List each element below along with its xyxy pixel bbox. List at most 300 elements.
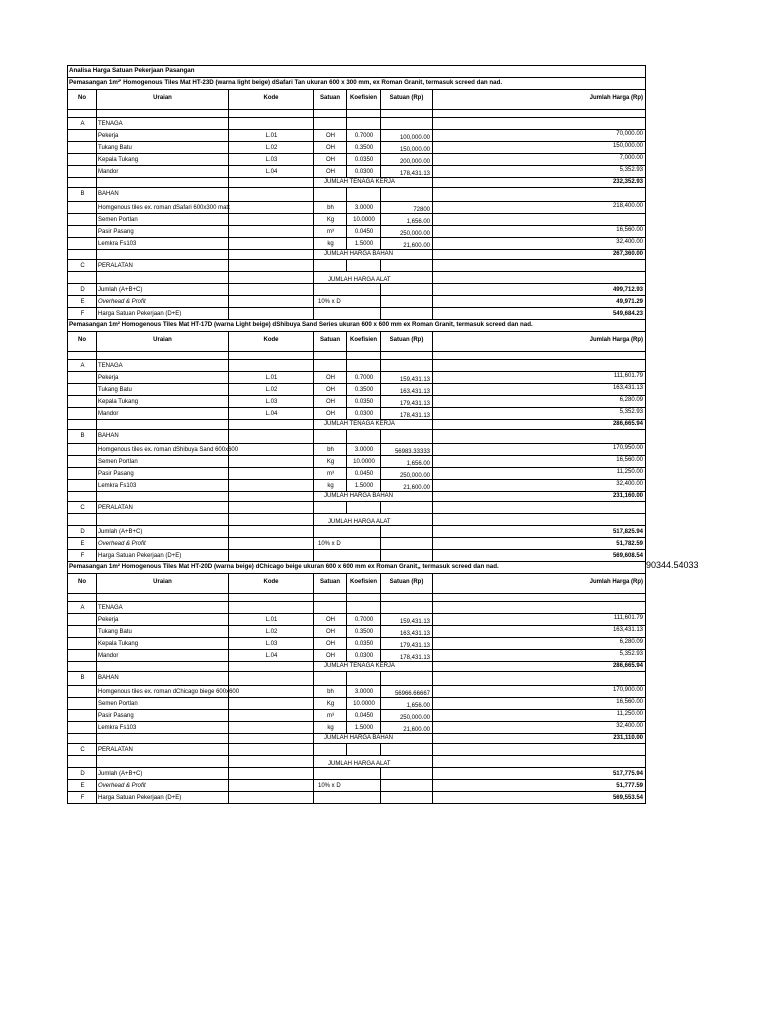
header-satuan: Satuan bbox=[313, 90, 346, 109]
cell-no bbox=[68, 444, 96, 455]
cell bbox=[346, 110, 380, 117]
cell-kode bbox=[228, 308, 313, 319]
cell-koefisien bbox=[346, 780, 380, 791]
spacer-row bbox=[68, 513, 645, 525]
group-row-bahan bbox=[68, 429, 645, 443]
cell-harga-satuan: 178,431.13 bbox=[380, 166, 432, 177]
cell bbox=[313, 502, 346, 513]
section-title-row bbox=[68, 561, 645, 573]
cell bbox=[228, 360, 313, 371]
cell-kode: L.04 bbox=[228, 650, 313, 661]
cell-koefisien: 0.3500 bbox=[346, 142, 380, 153]
subtotal-label: JUMLAH TENAGA KERJA bbox=[313, 420, 346, 429]
summary-no: F bbox=[80, 795, 85, 801]
subtotal-value: 267,360.00 bbox=[432, 250, 645, 259]
table-row bbox=[68, 201, 645, 213]
cell bbox=[313, 430, 346, 443]
header-jumlah-harga: Jumlah Harga (Rp) bbox=[432, 90, 645, 109]
table-row bbox=[68, 709, 645, 721]
cell-koefisien bbox=[346, 526, 380, 537]
cell-no bbox=[68, 142, 96, 153]
cell-uraian: Lemkra Fs103 bbox=[96, 722, 228, 733]
cell-harga-satuan bbox=[380, 734, 432, 743]
cell-no bbox=[68, 698, 96, 709]
cell-harga-satuan bbox=[380, 662, 432, 671]
summary-label: Overhead & Profit bbox=[96, 780, 228, 791]
table-row bbox=[68, 455, 645, 467]
cell-kode bbox=[228, 456, 313, 467]
cell-satuan: bh bbox=[313, 202, 346, 213]
cell-uraian: Tukang Batu bbox=[96, 384, 228, 395]
group-row-peralatan bbox=[68, 743, 645, 755]
cell-no bbox=[68, 614, 96, 625]
cell-kode: L.02 bbox=[228, 626, 313, 637]
cell-harga-satuan: 179,431.13 bbox=[380, 396, 432, 407]
cell-harga-satuan bbox=[380, 526, 432, 537]
table-row bbox=[68, 479, 645, 491]
cell-satuan: OH bbox=[313, 638, 346, 649]
cell-harga-satuan bbox=[380, 538, 432, 549]
cell-koefisien bbox=[346, 308, 380, 319]
cell-uraian: Semen Portlan bbox=[96, 214, 228, 225]
cell bbox=[228, 744, 313, 755]
cell-jumlah-harga: 163,431.13 bbox=[432, 384, 645, 395]
cell-uraian: Pekerja bbox=[96, 372, 228, 383]
table-row bbox=[68, 443, 645, 455]
subtotal-value: 231,160.00 bbox=[432, 492, 645, 501]
cell-satuan bbox=[313, 284, 346, 295]
cell-harga-satuan: 100,000.00 bbox=[380, 130, 432, 141]
cell-kode: L.03 bbox=[228, 396, 313, 407]
cell-uraian bbox=[96, 734, 228, 743]
cell-satuan: OH bbox=[313, 372, 346, 383]
header-koefisien: Koefisien bbox=[346, 90, 380, 109]
sheet-title-row bbox=[68, 65, 645, 77]
table-row bbox=[68, 625, 645, 637]
cell bbox=[346, 360, 380, 371]
group-label: TENAGA bbox=[96, 602, 228, 613]
summary-label: Overhead & Profit bbox=[96, 296, 228, 307]
cell bbox=[313, 110, 346, 117]
summary-value: 51,782.59 bbox=[432, 538, 645, 549]
spacer-row bbox=[68, 755, 645, 767]
cell bbox=[380, 594, 432, 601]
table-row bbox=[68, 383, 645, 395]
cell bbox=[313, 744, 346, 755]
cell-koefisien: 0.0300 bbox=[346, 650, 380, 661]
cell-jumlah-harga: 16,560.00 bbox=[432, 456, 645, 467]
cell-harga-satuan: 178,431.13 bbox=[380, 408, 432, 419]
subtotal-label: JUMLAH HARGA BAHAN bbox=[313, 492, 346, 501]
cell-kode bbox=[228, 178, 313, 187]
section-title-row bbox=[68, 77, 645, 89]
cell bbox=[380, 744, 432, 755]
cell-koefisien: 0.0450 bbox=[346, 226, 380, 237]
cell-satuan: bh bbox=[313, 444, 346, 455]
summary-row bbox=[68, 295, 645, 307]
cell-uraian: Mandor bbox=[96, 650, 228, 661]
cell-uraian: Pasir Pasang bbox=[96, 710, 228, 721]
cell-koefisien: 0.0350 bbox=[346, 396, 380, 407]
summary-value: 517,775.94 bbox=[432, 768, 645, 779]
subtotal-label: JUMLAH HARGA ALAT bbox=[313, 514, 346, 525]
cell bbox=[346, 188, 380, 201]
cell-koefisien bbox=[346, 272, 380, 283]
table-row bbox=[68, 225, 645, 237]
header-kode: Kode bbox=[228, 574, 313, 593]
cell-no bbox=[68, 166, 96, 177]
summary-label: Overhead & Profit bbox=[96, 538, 228, 549]
summary-row bbox=[68, 537, 645, 549]
cell-no bbox=[68, 202, 96, 213]
summary-row bbox=[68, 791, 645, 803]
header-harga-satuan: Satuan (Rp) bbox=[380, 332, 432, 351]
cell-koefisien: 0.3500 bbox=[346, 384, 380, 395]
table-row bbox=[68, 407, 645, 419]
cell-kode bbox=[228, 480, 313, 491]
cell-uraian: Kepala Tukang bbox=[96, 154, 228, 165]
cell-no bbox=[68, 514, 96, 525]
cell-harga-satuan: 250,000.00 bbox=[380, 468, 432, 479]
header-uraian: Uraian bbox=[96, 332, 228, 351]
cell-koefisien bbox=[346, 550, 380, 561]
cell bbox=[432, 352, 645, 359]
header-kode: Kode bbox=[228, 90, 313, 109]
cell-uraian: Pekerja bbox=[96, 614, 228, 625]
summary-value: 569,608.54 bbox=[432, 550, 645, 561]
summary-no: F bbox=[80, 311, 85, 317]
cell-koefisien: 3.0000 bbox=[346, 444, 380, 455]
subtotal-row bbox=[68, 419, 645, 429]
summary-value: 51,777.59 bbox=[432, 780, 645, 791]
cell-kode bbox=[228, 284, 313, 295]
spacer-row bbox=[68, 109, 645, 117]
cell-koefisien: 1.5000 bbox=[346, 480, 380, 491]
cell-kode bbox=[228, 662, 313, 671]
subtotal-row bbox=[68, 661, 645, 671]
summary-label: Jumlah (A+B+C) bbox=[96, 526, 228, 537]
group-label: BAHAN bbox=[96, 430, 228, 443]
cell-jumlah-harga: 6,280.09 bbox=[432, 396, 645, 407]
cell bbox=[346, 260, 380, 271]
cell bbox=[313, 602, 346, 613]
cell-kode bbox=[228, 202, 313, 213]
cell-kode bbox=[228, 514, 313, 525]
table-row bbox=[68, 721, 645, 733]
cell-kode bbox=[228, 214, 313, 225]
group-row-tenaga bbox=[68, 359, 645, 371]
cell-kode bbox=[228, 768, 313, 779]
cell bbox=[380, 260, 432, 271]
cell-harga-satuan: 178,431.13 bbox=[380, 650, 432, 661]
cell-satuan bbox=[313, 792, 346, 803]
cell-harga-satuan: 1,656.00 bbox=[380, 698, 432, 709]
cell-uraian: Mandor bbox=[96, 166, 228, 177]
table-row bbox=[68, 685, 645, 697]
cell bbox=[228, 118, 313, 129]
table-row bbox=[68, 371, 645, 383]
cell bbox=[313, 672, 346, 685]
cell-harga-satuan bbox=[380, 178, 432, 187]
cell-no bbox=[68, 710, 96, 721]
group-no: A bbox=[80, 605, 85, 611]
cell-uraian: Lemkra Fs103 bbox=[96, 238, 228, 249]
subtotal-label: JUMLAH HARGA BAHAN bbox=[313, 734, 346, 743]
summary-row bbox=[68, 549, 645, 561]
cell-no bbox=[68, 626, 96, 637]
header-uraian: Uraian bbox=[96, 90, 228, 109]
header-koefisien: Koefisien bbox=[346, 332, 380, 351]
cell-koefisien bbox=[346, 538, 380, 549]
cell bbox=[96, 594, 228, 601]
sheet-title: Analisa Harga Satuan Pekerjaan Pasangan bbox=[69, 67, 195, 74]
cell-jumlah-harga: 6,280.09 bbox=[432, 638, 645, 649]
cell-kode: L.04 bbox=[228, 408, 313, 419]
section-title: Pemasangan 1m²' Homogenous Tiles Mat HT-23D (warna light beige) dSafari Tan ukuran 600 x 300 mm, ex Roman Granit, termasuk screed dan nad. bbox=[69, 79, 503, 86]
table-header-row bbox=[68, 573, 645, 593]
cell bbox=[380, 672, 432, 685]
summary-no: D bbox=[80, 287, 85, 293]
cell bbox=[346, 744, 380, 755]
table-row bbox=[68, 237, 645, 249]
cell bbox=[228, 110, 313, 117]
cell-koefisien: 0.0450 bbox=[346, 468, 380, 479]
cell-koefisien: 0.3500 bbox=[346, 626, 380, 637]
cell bbox=[346, 352, 380, 359]
header-harga-satuan: Satuan (Rp) bbox=[380, 574, 432, 593]
cell bbox=[380, 502, 432, 513]
cell-harga-satuan bbox=[380, 420, 432, 429]
cell-kode bbox=[228, 710, 313, 721]
cell-kode bbox=[228, 756, 313, 767]
cell-koefisien: 3.0000 bbox=[346, 686, 380, 697]
cell bbox=[346, 602, 380, 613]
cell-uraian: Semen Portlan bbox=[96, 456, 228, 467]
cell-kode bbox=[228, 272, 313, 283]
cell-kode bbox=[228, 250, 313, 259]
cell bbox=[346, 672, 380, 685]
cell-harga-satuan bbox=[380, 284, 432, 295]
cell-satuan: OH bbox=[313, 166, 346, 177]
cell-kode: L.03 bbox=[228, 154, 313, 165]
table-row bbox=[68, 141, 645, 153]
cell bbox=[380, 352, 432, 359]
cell-satuan: 10% x D bbox=[313, 780, 346, 791]
cell-harga-satuan: 179,431.13 bbox=[380, 638, 432, 649]
header-kode: Kode bbox=[228, 332, 313, 351]
cell bbox=[346, 502, 380, 513]
cell-koefisien: 0.7000 bbox=[346, 372, 380, 383]
cell-koefisien bbox=[346, 756, 380, 767]
cell-harga-satuan: 21,600.00 bbox=[380, 238, 432, 249]
header-satuan: Satuan bbox=[313, 574, 346, 593]
group-row-bahan bbox=[68, 187, 645, 201]
cell-harga-satuan bbox=[380, 756, 432, 767]
cell-no bbox=[68, 420, 96, 429]
summary-value: 499,712.93 bbox=[432, 284, 645, 295]
cell-kode: L.01 bbox=[228, 372, 313, 383]
cell-uraian: Homgenous tiles ex. roman dShibuya Sand 600x600 bbox=[96, 444, 228, 455]
header-koefisien: Koefisien bbox=[346, 574, 380, 593]
subtotal-label: JUMLAH HARGA BAHAN bbox=[313, 250, 346, 259]
cell-koefisien bbox=[346, 178, 380, 187]
cell-kode bbox=[228, 538, 313, 549]
cell bbox=[68, 594, 96, 601]
subtotal-row bbox=[68, 491, 645, 501]
cell-koefisien bbox=[346, 514, 380, 525]
table-row bbox=[68, 165, 645, 177]
table-row bbox=[68, 129, 645, 141]
group-row-peralatan bbox=[68, 501, 645, 513]
cell-uraian: Homgenous tiles ex. roman dChicago biege 600x600 bbox=[96, 686, 228, 697]
summary-value: 49,971.29 bbox=[432, 296, 645, 307]
cell-harga-satuan bbox=[380, 492, 432, 501]
cell-jumlah-harga: 16,560.00 bbox=[432, 226, 645, 237]
cell bbox=[96, 352, 228, 359]
cell-harga-satuan: 163,431.13 bbox=[380, 384, 432, 395]
cell-no bbox=[68, 226, 96, 237]
cell-no bbox=[68, 130, 96, 141]
cell-koefisien: 0.0350 bbox=[346, 154, 380, 165]
cell-koefisien bbox=[346, 296, 380, 307]
cell bbox=[313, 188, 346, 201]
cell-harga-satuan bbox=[380, 792, 432, 803]
cell-jumlah-harga: 170,900.00 bbox=[432, 686, 645, 697]
subtotal-row bbox=[68, 249, 645, 259]
cell-koefisien: 0.7000 bbox=[346, 130, 380, 141]
group-row-tenaga bbox=[68, 117, 645, 129]
section-title-row bbox=[68, 319, 645, 331]
cell-koefisien bbox=[346, 662, 380, 671]
cell-satuan: m³ bbox=[313, 468, 346, 479]
cell-jumlah-harga: 70,000.00 bbox=[432, 130, 645, 141]
cell-koefisien bbox=[346, 734, 380, 743]
summary-value: 517,825.94 bbox=[432, 526, 645, 537]
cell-jumlah-harga: 170,950.00 bbox=[432, 444, 645, 455]
cell-harga-satuan: 150,000.00 bbox=[380, 142, 432, 153]
subtotal-value: 232,352.93 bbox=[432, 178, 645, 187]
cell-koefisien bbox=[346, 250, 380, 259]
subtotal-row bbox=[68, 177, 645, 187]
table-row bbox=[68, 649, 645, 661]
cell bbox=[432, 672, 645, 685]
cell-koefisien: 0.0350 bbox=[346, 638, 380, 649]
cell bbox=[432, 430, 645, 443]
summary-row bbox=[68, 525, 645, 537]
cell-no bbox=[68, 686, 96, 697]
cell bbox=[228, 188, 313, 201]
group-no: A bbox=[80, 121, 85, 127]
cell-no bbox=[68, 178, 96, 187]
cell bbox=[380, 188, 432, 201]
cell-kode bbox=[228, 550, 313, 561]
cell-satuan bbox=[313, 308, 346, 319]
cell-uraian: Pasir Pasang bbox=[96, 468, 228, 479]
cell-jumlah-harga: 11,250.00 bbox=[432, 468, 645, 479]
cell-no bbox=[68, 756, 96, 767]
cell-satuan: Kg bbox=[313, 214, 346, 225]
cell-no bbox=[68, 662, 96, 671]
summary-no: E bbox=[80, 299, 85, 305]
header-harga-satuan: Satuan (Rp) bbox=[380, 90, 432, 109]
cell-kode bbox=[228, 698, 313, 709]
group-label: PERALATAN bbox=[96, 502, 228, 513]
cell-harga-satuan: 163,431.13 bbox=[380, 626, 432, 637]
cell bbox=[313, 260, 346, 271]
cell-satuan: OH bbox=[313, 396, 346, 407]
cell-satuan: Kg bbox=[313, 456, 346, 467]
cell-harga-satuan: 56983.33333 bbox=[380, 444, 432, 455]
group-label: PERALATAN bbox=[96, 744, 228, 755]
spacer-row bbox=[68, 271, 645, 283]
cell-kode bbox=[228, 792, 313, 803]
summary-label: Jumlah (A+B+C) bbox=[96, 284, 228, 295]
cell-uraian: Mandor bbox=[96, 408, 228, 419]
cell-uraian: Lemkra Fs103 bbox=[96, 480, 228, 491]
group-no: B bbox=[80, 675, 85, 681]
cell-satuan: OH bbox=[313, 142, 346, 153]
summary-row bbox=[68, 307, 645, 319]
cell-koefisien: 1.5000 bbox=[346, 722, 380, 733]
cell-uraian bbox=[96, 756, 228, 767]
cell-jumlah-harga: 218,400.00 bbox=[432, 202, 645, 213]
cell-no bbox=[68, 214, 96, 225]
cell bbox=[380, 602, 432, 613]
cell-harga-satuan: 250,000.00 bbox=[380, 226, 432, 237]
cell-uraian bbox=[96, 492, 228, 501]
table-row bbox=[68, 153, 645, 165]
cell bbox=[228, 430, 313, 443]
cell-no bbox=[68, 480, 96, 491]
cell-kode bbox=[228, 468, 313, 479]
cell-harga-satuan bbox=[380, 514, 432, 525]
cell-kode: L.02 bbox=[228, 384, 313, 395]
cell-no bbox=[68, 396, 96, 407]
summary-value: 569,553.54 bbox=[432, 792, 645, 803]
cell bbox=[313, 352, 346, 359]
cell-satuan: m³ bbox=[313, 710, 346, 721]
header-satuan: Satuan bbox=[313, 332, 346, 351]
cell-kode bbox=[228, 296, 313, 307]
cell-satuan: OH bbox=[313, 384, 346, 395]
cell-satuan: OH bbox=[313, 408, 346, 419]
table-header-row bbox=[68, 89, 645, 109]
header-no: No bbox=[78, 337, 86, 343]
summary-row bbox=[68, 767, 645, 779]
group-no: A bbox=[80, 363, 85, 369]
cell bbox=[228, 352, 313, 359]
cell-harga-satuan: 72800 bbox=[380, 202, 432, 213]
cell-harga-satuan: 250,000.00 bbox=[380, 710, 432, 721]
cell-no bbox=[68, 734, 96, 743]
cell-harga-satuan: 21,600.00 bbox=[380, 480, 432, 491]
subtotal-value: 231,110.00 bbox=[432, 734, 645, 743]
cell-harga-satuan: 56966.66667 bbox=[380, 686, 432, 697]
cell-satuan: kg bbox=[313, 722, 346, 733]
cell bbox=[228, 502, 313, 513]
cell-harga-satuan: 159,431.13 bbox=[380, 614, 432, 625]
cell bbox=[432, 260, 645, 271]
cell-satuan: bh bbox=[313, 686, 346, 697]
summary-label: Harga Satuan Pekerjaan (D+E) bbox=[96, 308, 228, 319]
summary-no: D bbox=[80, 771, 85, 777]
cell-no bbox=[68, 250, 96, 259]
cell-harga-satuan: 159,431.13 bbox=[380, 372, 432, 383]
table-row bbox=[68, 395, 645, 407]
group-no: B bbox=[80, 191, 85, 197]
summary-label: Harga Satuan Pekerjaan (D+E) bbox=[96, 550, 228, 561]
table-row bbox=[68, 697, 645, 709]
